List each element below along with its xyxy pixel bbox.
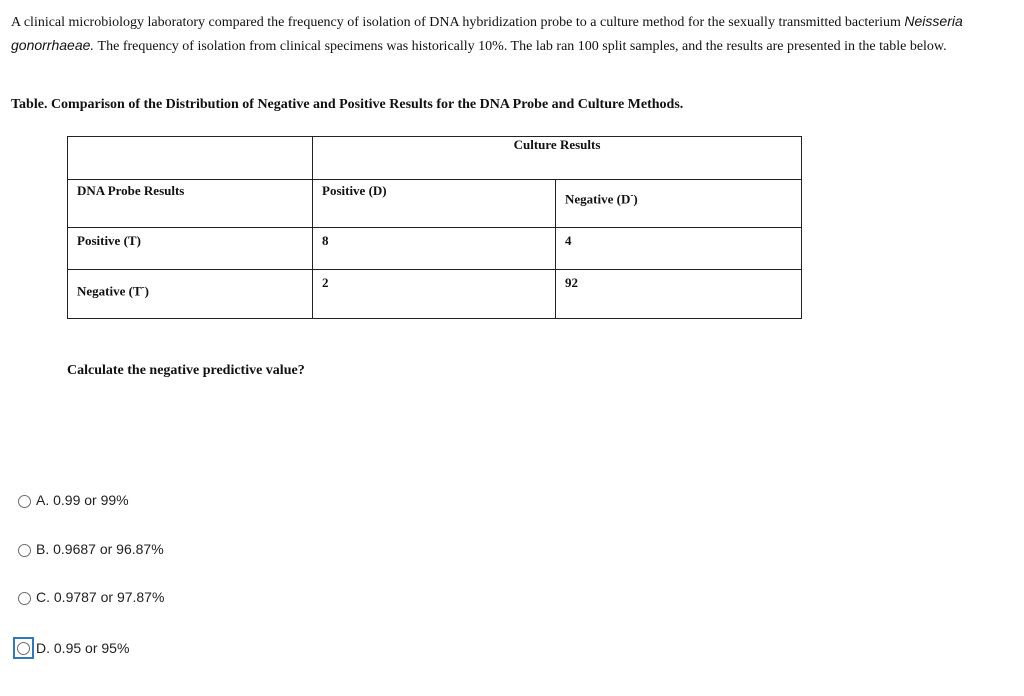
false-negative-cell	[313, 270, 556, 319]
negative-t-label: Negative (T-)	[77, 282, 149, 299]
positive-t-row-header-cell	[68, 228, 313, 270]
answer-option-b[interactable]	[18, 541, 164, 557]
true-positive-cell	[313, 228, 556, 270]
answer-option-label: C. 0.9787 or 97.87%	[36, 589, 165, 605]
dna-probe-results-label: DNA Probe Results	[77, 183, 185, 198]
dna-probe-header-cell	[68, 180, 313, 228]
true-positive-value: 8	[322, 233, 329, 248]
negative-d-label: Negative (D-)	[565, 190, 638, 207]
focus-ring[interactable]	[13, 637, 34, 659]
intro-text-2: The frequency of isolation from clinical specimens was historically 10%. The lab ran 100 split samples, and the results are presented in the table below.	[97, 39, 947, 54]
table-row	[68, 228, 802, 270]
true-negative-cell	[556, 270, 802, 319]
culture-results-header	[313, 137, 802, 180]
results-table	[67, 136, 802, 319]
organism-name: Neisseria gonorrhaeae.	[11, 13, 963, 53]
radio-button-icon[interactable]	[17, 642, 30, 655]
table-row	[68, 180, 802, 228]
negative-d-header-cell	[556, 180, 802, 228]
answer-option-a[interactable]	[18, 492, 129, 508]
false-negative-value: 2	[322, 275, 329, 290]
false-positive-value: 4	[565, 233, 572, 248]
positive-d-label: Positive (D)	[322, 183, 387, 198]
table-row	[68, 270, 802, 319]
answer-option-label: A. 0.99 or 99%	[36, 492, 129, 508]
answer-option-label: D. 0.95 or 95%	[36, 640, 130, 656]
table-row	[68, 137, 802, 180]
intro-text-1: A clinical microbiology laboratory compared the frequency of isolation of DNA hybridization probe to a culture method for the sexually transmitted bacterium	[11, 15, 901, 30]
negative-t-row-header-cell	[68, 270, 313, 319]
answer-option-c[interactable]	[18, 589, 164, 605]
culture-results-label: Culture Results	[513, 137, 601, 152]
question-prompt: Calculate the negative predictive value?	[67, 363, 305, 378]
answer-option-label: B. 0.9687 or 96.87%	[36, 541, 164, 557]
question-intro	[11, 10, 1013, 58]
table-corner-cell	[68, 137, 313, 180]
false-positive-cell	[556, 228, 802, 270]
radio-button-icon[interactable]	[18, 495, 31, 508]
positive-d-header-cell	[313, 180, 556, 228]
radio-button-icon[interactable]	[18, 592, 31, 605]
positive-t-label: Positive (T)	[77, 233, 141, 248]
true-negative-value: 92	[565, 275, 578, 290]
table-caption: Table. Comparison of the Distribution of Negative and Positive Results for the DNA Probe and Culture Methods.	[11, 97, 684, 112]
answer-option-d[interactable]	[13, 637, 129, 659]
radio-button-icon[interactable]	[18, 544, 31, 557]
